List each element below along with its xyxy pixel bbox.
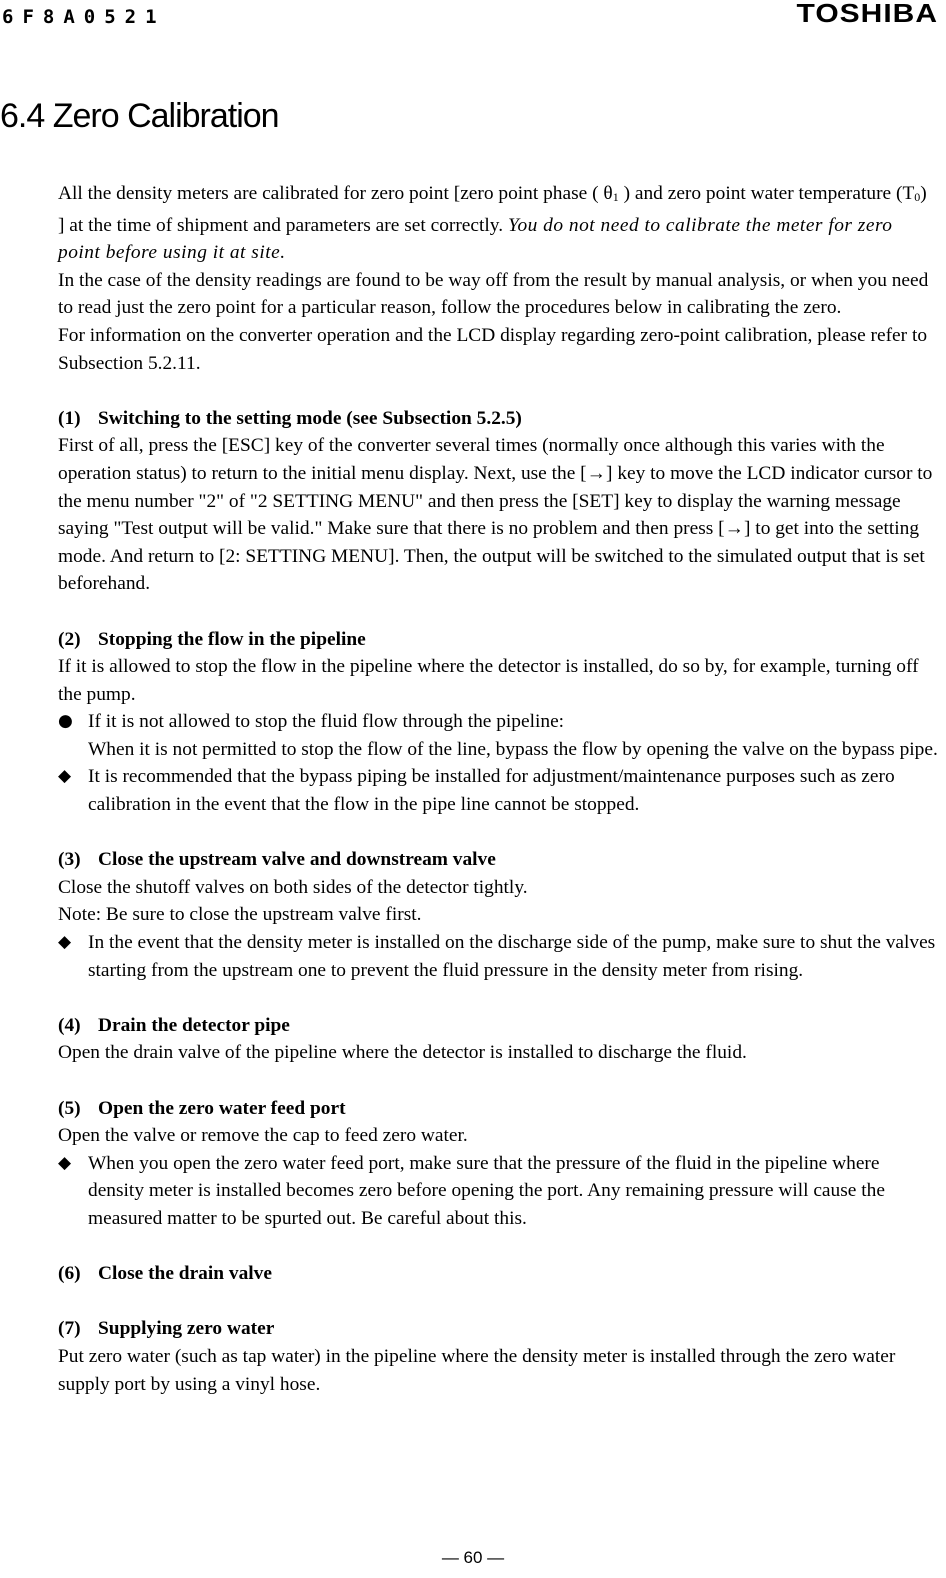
document-body <box>58 180 938 1398</box>
step-6 <box>58 1260 938 1288</box>
step-heading: (3) Close the upstream valve and downstream valve <box>58 849 496 871</box>
step-body: Open the valve or remove the cap to feed zero water. <box>58 1125 468 1147</box>
step-heading: (1) Switching to the setting mode (see Subsection 5.2.5) <box>58 407 522 429</box>
step-heading: (6) Close the drain valve <box>58 1263 272 1285</box>
document-code: 6F8A0521 <box>2 6 166 28</box>
diamond-bullet-icon: ◆ <box>58 1152 72 1173</box>
step-7 <box>58 1315 938 1398</box>
emphasis-text: You do not need to calibrate the meter for zero point before using it at site. <box>58 214 893 264</box>
step-2 <box>58 626 938 819</box>
step-note: Note: Be sure to close the upstream valve first. <box>58 904 422 926</box>
step-body: Put zero water (such as tap water) in the pipeline where the density meter is installed through the zero water supply port by using a vinyl hose. <box>58 1345 896 1395</box>
step-body: If it is allowed to stop the flow in the pipeline where the detector is installed, do so by, for example, turning off the pump. <box>58 656 919 705</box>
bullet-item: ● If it is not allowed to stop the fluid flow through the pipeline: When it is not permitted to stop the flow of the line, bypass the flow by opening the valve on the bypass pipe. <box>58 708 938 763</box>
intro-paragraph-2: In the case of the density readings are found to be way off from the result by manual analysis, or when you need to read just the zero point for a particular reason, follow the procedures below in calibrating the zero. <box>58 269 929 319</box>
intro-paragraph-1: All the density meters are calibrated for zero point [zero point phase ( θ1 ) and zero point water temperature (T0) ] at the time of shipment and parameters are set correctly. You do not need to calibrate the meter for zero point before using it at site. <box>58 183 927 264</box>
step-heading: (4) Drain the detector pipe <box>58 1014 290 1036</box>
step-5 <box>58 1095 938 1233</box>
page-number: — 60 — <box>441 1548 505 1567</box>
step-1 <box>58 405 938 598</box>
circle-bullet-icon: ● <box>58 711 73 732</box>
section-title: 6.4 Zero Calibration <box>0 97 279 135</box>
bullet-item: ◆ It is recommended that the bypass piping be installed for adjustment/maintenance purposes such as zero calibration in the event that the flow in the pipe line cannot be stopped. <box>58 763 938 818</box>
step-4 <box>58 1012 938 1067</box>
toshiba-logo: TOSHIBA <box>796 0 938 29</box>
diamond-bullet-icon: ◆ <box>58 766 72 787</box>
step-heading: (5) Open the zero water feed port <box>58 1097 346 1119</box>
step-heading: (7) Supplying zero water <box>58 1318 275 1340</box>
diamond-bullet-icon: ◆ <box>58 932 72 953</box>
intro-paragraph-3: For information on the converter operation and the LCD display regarding zero-point calibration, please refer to Subsection 5.2.11. <box>58 324 928 374</box>
step-body: Open the drain valve of the pipeline where the detector is installed to discharge the fluid. <box>58 1042 747 1064</box>
step-body: Close the shutoff valves on both sides of the detector tightly. <box>58 876 528 898</box>
step-body: First of all, press the [ESC] key of the converter several times (normally once although this varies with the operation status) to return to the initial menu display. Next, use the [→] key to move the LCD indicator cursor to the menu number "2" of "2 SETTING MENU" and then press the [SET] key to display the warning message saying "Test output will be valid." Make sure that there is no problem and then press [→] to get into the setting mode. And return to [2: SETTING MENU]. Then, the output will be switched to the simulated output that is set beforehand. <box>58 435 933 595</box>
step-3 <box>58 846 938 984</box>
bullet-item: ◆ When you open the zero water feed port, make sure that the pressure of the fluid in the pipeline where density meter is installed becomes zero before opening the port. Any remaining pressure will cause the measured matter to be spurted out. Be careful about this. <box>58 1150 938 1233</box>
bullet-item: ◆ In the event that the density meter is installed on the discharge side of the pump, make sure to shut the valves starting from the upstream one to prevent the fluid pressure in the density meter from rising. <box>58 929 938 984</box>
step-heading: (2) Stopping the flow in the pipeline <box>58 628 366 650</box>
